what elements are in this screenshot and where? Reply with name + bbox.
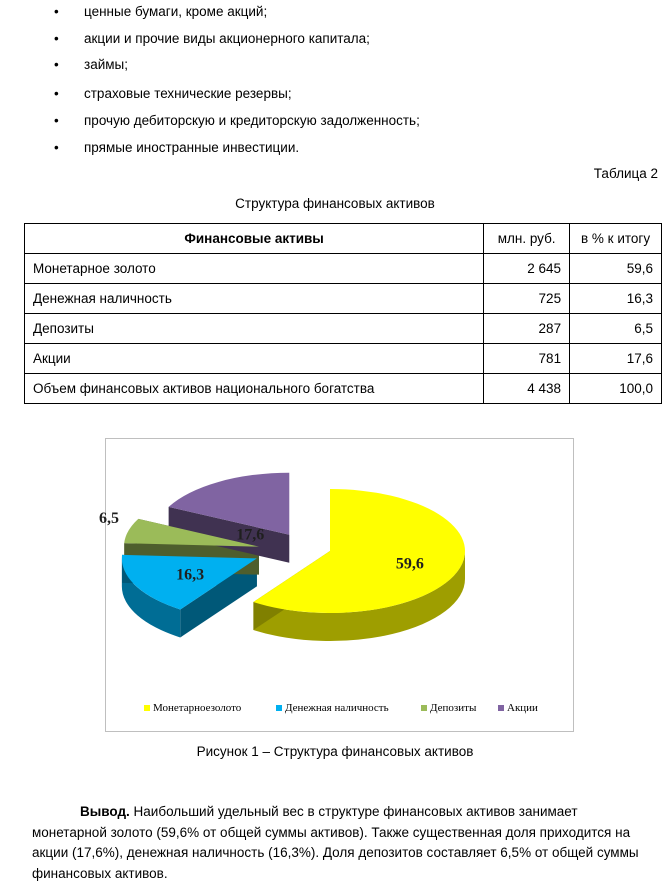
- figure-caption: Рисунок 1 – Структура финансовых активов: [196, 744, 474, 759]
- legend-entry-shares: Акции: [507, 702, 538, 714]
- legend-entry-cash: Денежная наличность: [285, 702, 389, 714]
- legend-entry-monetary-gold: Монетарноезолото: [153, 702, 242, 714]
- conclusion-text: Наибольший удельный вес в структуре финансовых активов занимает монетарной золото (59,6% от общей суммы активов). Также существенная доля приходится на акции (17,6%), денежная наличность (16,3%). Доля депозитов составляет 6,5% от общей суммы финансовых активов.: [32, 804, 639, 881]
- list-item-text: займы;: [84, 57, 128, 72]
- list-item-text: ценные бумаги, кроме акций;: [84, 4, 268, 19]
- table-cell-name: Монетарное золото: [25, 254, 484, 284]
- column-header-assets: Финансовые активы: [25, 224, 484, 254]
- financial-assets-table: [24, 223, 662, 404]
- legend-swatch-cash: [276, 705, 282, 711]
- data-label-monetary-gold: 59,6: [395, 555, 424, 573]
- column-header-mln-rub: млн. руб.: [484, 224, 570, 254]
- list-item-text: акции и прочие виды акционерного капитала;: [84, 31, 370, 46]
- table-cell-percent: 16,3: [570, 284, 662, 314]
- table-row: [25, 254, 662, 284]
- table-cell-percent: 100,0: [570, 374, 662, 404]
- pie-chart-container: [98, 438, 574, 732]
- pie-chart: [98, 439, 573, 731]
- table-cell-name: Денежная наличность: [25, 284, 484, 314]
- table-cell-value: 781: [484, 344, 570, 374]
- legend-swatch-deposits: [421, 705, 427, 711]
- table-cell-percent: 6,5: [570, 314, 662, 344]
- data-label-cash: 16,3: [176, 566, 205, 584]
- legend-entry-deposits: Депозиты: [430, 702, 477, 714]
- table-label: Таблица 2: [593, 166, 658, 181]
- table-cell-value: 2 645: [484, 254, 570, 284]
- legend-swatch-shares: [498, 705, 504, 711]
- table-row: [25, 374, 662, 404]
- pie-tops: [122, 473, 465, 613]
- table-cell-name: Депозиты: [25, 314, 484, 344]
- table-cell-percent: 17,6: [570, 344, 662, 374]
- data-label-shares: 17,6: [236, 526, 265, 544]
- table-row: [25, 314, 662, 344]
- table-cell-value: 725: [484, 284, 570, 314]
- table-cell-value: 4 438: [484, 374, 570, 404]
- list-item-text: прочую дебиторскую и кредиторскую задолженность;: [84, 113, 420, 128]
- conclusion-paragraph: [32, 802, 652, 884]
- conclusion-label: Вывод.: [80, 804, 130, 819]
- table-header-row: [25, 224, 662, 254]
- table-row: [25, 284, 662, 314]
- table-cell-percent: 59,6: [570, 254, 662, 284]
- table-cell-name: Акции: [25, 344, 484, 374]
- table-title: Структура финансовых активов: [235, 196, 435, 211]
- data-label-deposits: 6,5: [98, 510, 119, 528]
- list-item-text: страховые технические резервы;: [84, 86, 292, 101]
- legend-swatch-monetary-gold: [144, 705, 150, 711]
- table-cell-value: 287: [484, 314, 570, 344]
- column-header-percent: в % к итогу: [570, 224, 662, 254]
- table-row: [25, 344, 662, 374]
- chart-legend: [144, 702, 538, 714]
- list-item-text: прямые иностранные инвестиции.: [84, 140, 300, 155]
- table-cell-name: Объем финансовых активов национального богатства: [25, 374, 484, 404]
